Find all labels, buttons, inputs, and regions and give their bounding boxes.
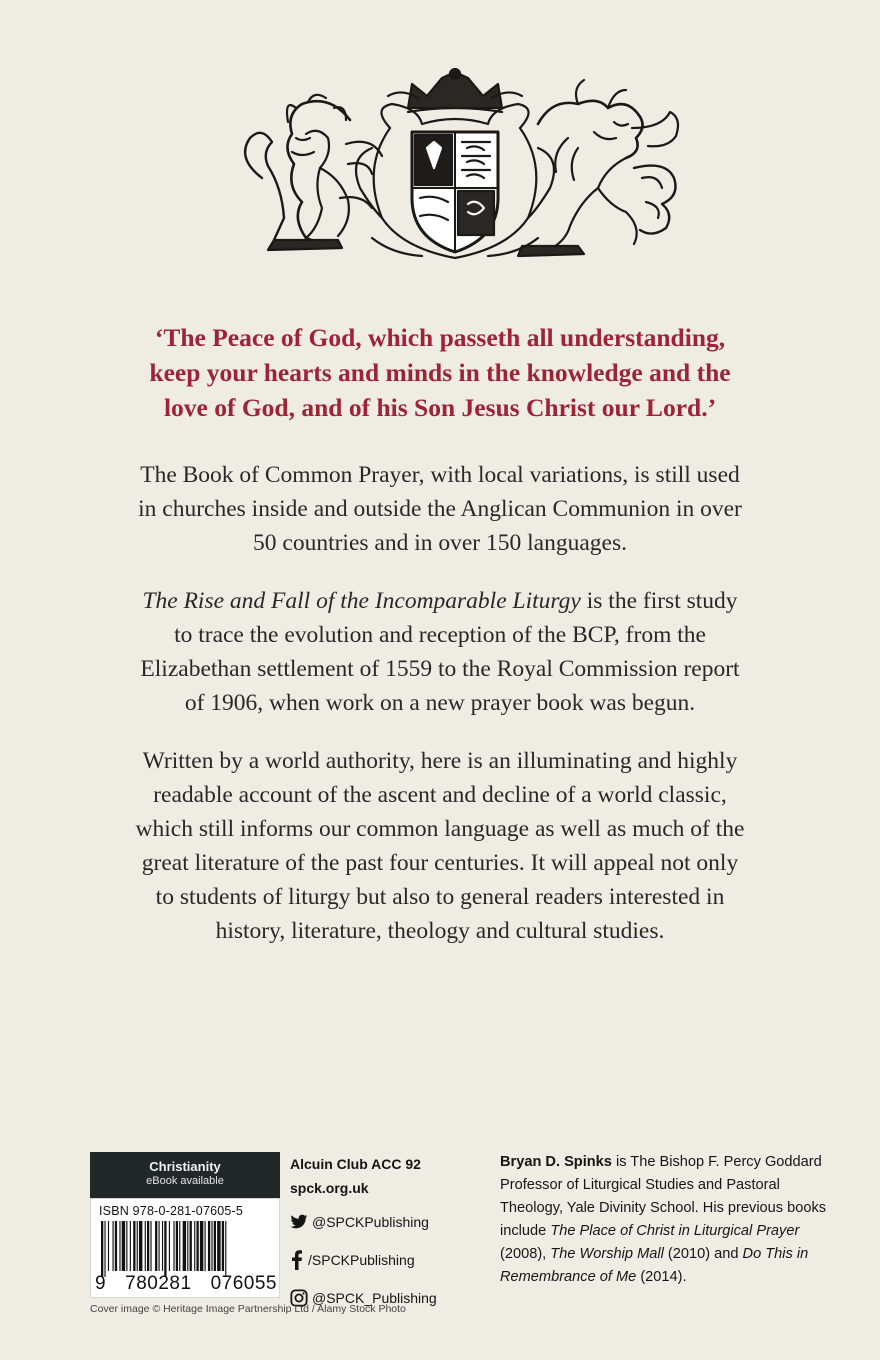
barcode-bar	[133, 1221, 135, 1271]
author-name: Bryan D. Spinks	[500, 1154, 612, 1170]
paragraph-line: history, literature, theology and cultural studies.	[215, 918, 665, 944]
twitter-handle[interactable]	[290, 1206, 490, 1238]
scripture-quote	[60, 320, 820, 425]
barcode-bar	[187, 1221, 188, 1271]
quote-line: ‘The Peace of God, which passeth all understanding,	[154, 323, 726, 352]
barcode-bar	[225, 1221, 226, 1277]
barcode-bar	[205, 1221, 206, 1271]
facebook-handle[interactable]	[290, 1244, 490, 1276]
previous-book-title: The Worship Mall	[550, 1246, 664, 1262]
barcode-bar	[145, 1221, 146, 1271]
barcode-bar	[222, 1221, 224, 1271]
previous-book-title: Do This in Remembrance of Me	[500, 1246, 809, 1285]
website-link[interactable]: spck.org.uk	[290, 1180, 369, 1196]
barcode-digit-first: 9	[95, 1273, 107, 1294]
barcode-bar	[196, 1221, 198, 1271]
twitter-handle-text: @SPCKPublishing	[312, 1214, 429, 1230]
barcode-bar	[108, 1221, 109, 1271]
quote-line: keep your hearts and minds in the knowledge and the	[149, 358, 731, 387]
paragraph-line: to trace the evolution and reception of the BCP, from the	[174, 622, 706, 648]
series-label: Alcuin Club ACC 92	[290, 1156, 421, 1172]
barcode-digits-group1: 780281	[125, 1273, 192, 1294]
paragraph-line: of 1906, when work on a new prayer book was begun.	[184, 690, 696, 716]
previous-book-title: The Place of Christ in Liturgical Prayer	[550, 1223, 800, 1239]
facebook-icon	[290, 1250, 304, 1270]
ebook-available-label: eBook available	[146, 1175, 224, 1187]
barcode-bar	[179, 1221, 180, 1271]
barcode-bar	[139, 1221, 142, 1271]
bio-text: is The Bishop F. Percy Goddard Professor of Liturgical Studies and Pastoral Theology, Yale Divinity School. His previous books include	[500, 1154, 827, 1239]
barcode-bar	[104, 1221, 105, 1277]
isbn-barcode-box	[90, 1198, 280, 1298]
royal-crest-illustration	[222, 68, 688, 268]
paragraph-line: Elizabethan settlement of 1559 to the Royal Commission report	[140, 656, 740, 682]
category-box	[90, 1152, 280, 1198]
barcode-bar	[113, 1221, 114, 1271]
paragraph-line: in churches inside and outside the Anglican Communion in over	[138, 496, 742, 522]
barcode-bar	[137, 1221, 138, 1271]
bio-text: (2010) and	[663, 1246, 743, 1262]
barcode-bar	[190, 1221, 192, 1271]
category-label: Christianity	[149, 1159, 221, 1174]
isbn-text: ISBN 978-0-281-07605-5	[99, 1204, 244, 1218]
paragraph-line: great literature of the past four centuries. It will appeal not only	[141, 850, 739, 876]
barcode-bar	[119, 1221, 120, 1271]
barcode-bar	[214, 1221, 216, 1271]
barcode-bar	[217, 1221, 220, 1271]
barcode-digits	[95, 1273, 277, 1295]
publisher-info	[290, 1152, 490, 1314]
barcode-bar	[122, 1221, 125, 1271]
barcode-bar	[115, 1221, 117, 1271]
paragraph-line: The Book of Common Prayer, with local variations, is still used	[140, 462, 740, 488]
cover-image-credit: Cover image © Heritage Image Partnership Ltd / Alamy Stock Photo	[90, 1303, 406, 1315]
barcode-bar	[150, 1221, 151, 1271]
paragraph-line: to students of liturgy but also to general readers interested in	[155, 884, 725, 910]
description-paragraph-2	[60, 584, 820, 720]
paragraph-text: is the first study	[580, 588, 738, 614]
barcode-bar	[130, 1221, 131, 1271]
instagram-handle-text: @SPCK_Publishing	[312, 1290, 437, 1306]
barcode-bar	[194, 1221, 195, 1271]
barcode-bar	[183, 1221, 186, 1271]
facebook-handle-text: /SPCKPublishing	[308, 1252, 415, 1268]
paragraph-line: which still informs our common language as well as much of the	[135, 816, 745, 842]
bio-text: (2014).	[636, 1269, 687, 1285]
paragraph-line: 50 countries and in over 150 languages.	[253, 530, 627, 556]
barcode-bar	[101, 1221, 103, 1277]
barcode-bar	[211, 1221, 212, 1271]
barcode-bar	[200, 1221, 203, 1271]
barcode-bar	[155, 1221, 157, 1271]
barcode-bar	[126, 1221, 127, 1271]
barcode-bar	[162, 1221, 163, 1271]
paragraph-line	[60, 584, 820, 618]
barcode-bar	[173, 1221, 174, 1271]
book-title-italic: The Rise and Fall of the Incomparable Liturgy	[142, 588, 581, 614]
paragraph-line: readable account of the ascent and decline of a world classic,	[153, 782, 727, 808]
barcode-bar	[169, 1221, 170, 1271]
author-bio	[500, 1151, 830, 1289]
bio-text: (2008),	[500, 1246, 551, 1262]
barcode-digits-group2: 076055	[210, 1273, 277, 1294]
paragraph-line: Written by a world authority, here is an illuminating and highly	[142, 748, 738, 774]
barcode-bar	[176, 1221, 178, 1271]
barcode-bar	[147, 1221, 149, 1271]
quote-line: love of God, and of his Son Jesus Christ our Lord.’	[163, 393, 717, 422]
barcode-graphic	[97, 1221, 273, 1277]
description-paragraph-1	[60, 458, 820, 560]
description-paragraph-3	[60, 744, 820, 948]
barcode-bar	[164, 1221, 166, 1277]
twitter-icon	[290, 1214, 308, 1230]
barcode-bar	[208, 1221, 210, 1271]
barcode-bar	[159, 1221, 160, 1271]
